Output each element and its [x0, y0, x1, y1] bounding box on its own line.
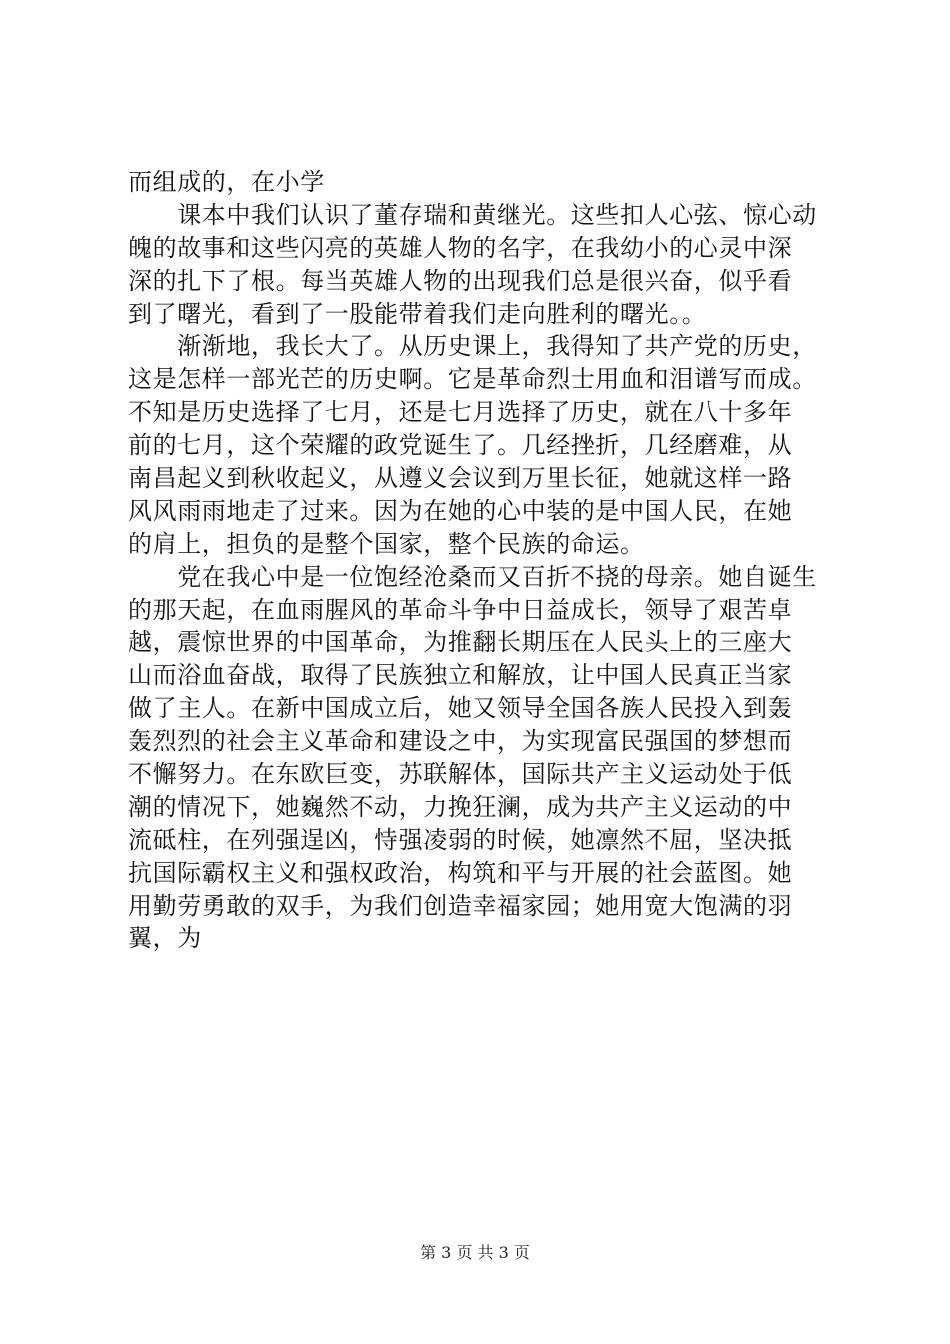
- text-line: 的那天起，在血雨腥风的革命斗争中日益成长，领导了艰苦卓: [128, 595, 793, 624]
- text-line: 而组成的，在小学: [128, 168, 325, 196]
- text-line: 不懈努力。在东欧巨变，苏联解体，国际共产主义运动处于低: [128, 760, 793, 789]
- text-line: 党在我心中是一位饱经沧桑而又百折不挠的母亲。她自诞生: [128, 562, 817, 591]
- text-line: 潮的情况下，她巍然不动，力挽狂澜，成为共产主义运动的中: [128, 792, 793, 821]
- text-line: 风风雨雨地走了过来。因为在她的心中装的是中国人民，在她: [128, 496, 793, 525]
- text-line: 轰烈烈的社会主义革命和建设之中，为实现富民强国的梦想而: [128, 727, 793, 756]
- text-line: 到了曙光，看到了一股能带着我们走向胜利的曙光。。: [128, 299, 707, 328]
- text-line: 渐渐地，我长大了。从历史课上，我得知了共产党的历史，: [128, 332, 817, 361]
- text-line: 南昌起义到秋收起义，从遵义会议到万里长征，她就这样一路: [128, 464, 793, 493]
- text-line: 用勤劳勇敢的双手，为我们创造幸福家园；她用宽大饱满的羽: [128, 891, 793, 920]
- document-body: [128, 166, 838, 955]
- text-line: 做了主人。在新中国成立后，她又领导全国各族人民投入到轰: [128, 694, 793, 723]
- text-line: 翼，为: [128, 924, 202, 953]
- text-line: 流砥柱，在列强逞凶，恃强凌弱的时候，她凛然不屈，坚决抵: [128, 825, 793, 854]
- text-line: 山而浴血奋战，取得了民族独立和解放，让中国人民真正当家: [128, 661, 793, 690]
- text-line: 这是怎样一部光芒的历史啊。它是革命烈士用血和泪谱写而成。: [128, 365, 817, 394]
- text-line: 魄的故事和这些闪亮的英雄人物的名字，在我幼小的心灵中深: [128, 233, 793, 262]
- text-line: 越，震惊世界的中国革命，为推翻长期压在人民头上的三座大: [128, 628, 793, 657]
- text-line: 的肩上，担负的是整个国家，整个民族的命运。: [128, 529, 645, 558]
- text-line: 课本中我们认识了董存瑞和黄继光。这些扣人心弦、惊心动: [128, 200, 817, 229]
- text-line: 深的扎下了根。每当英雄人物的出现我们总是很兴奋，似乎看: [128, 266, 793, 295]
- text-line: 抗国际霸权主义和强权政治，构筑和平与开展的社会蓝图。她: [128, 858, 793, 887]
- text-line: 前的七月，这个荣耀的政党诞生了。几经挫折，几经磨难，从: [128, 431, 793, 460]
- page-number-footer: 第 3 页 共 3 页: [420, 1243, 530, 1262]
- text-line: 不知是历史选择了七月，还是七月选择了历史，就在八十多年: [128, 398, 793, 427]
